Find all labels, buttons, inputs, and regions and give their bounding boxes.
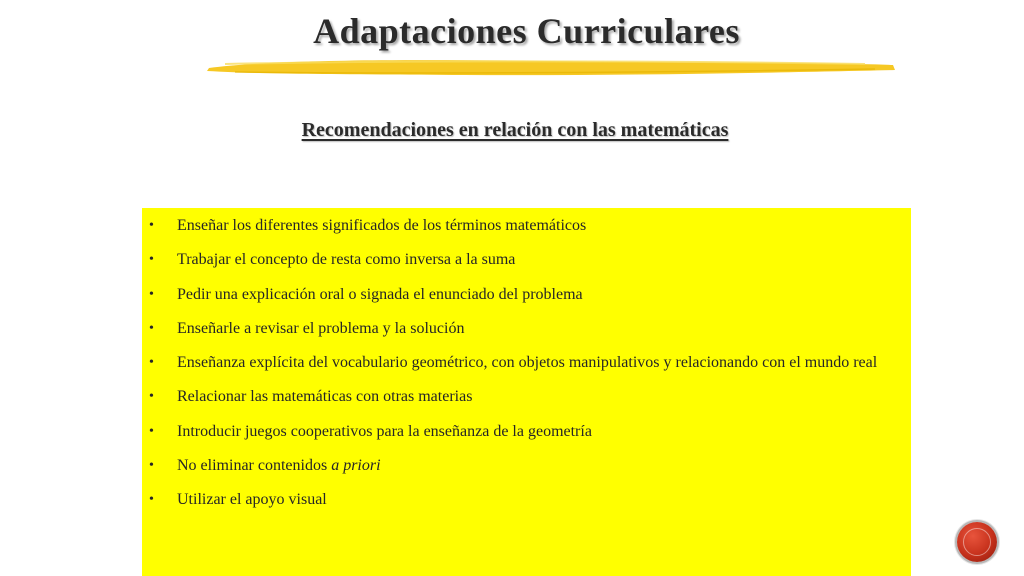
bullet-icon: • [149,286,154,302]
list-item-text: No eliminar contenidos [177,457,332,475]
list-item [146,214,901,237]
list-item [146,317,901,340]
bullet-icon: • [149,423,154,439]
bullet-icon: • [149,252,154,268]
list-item-italic-text: a priori [331,457,381,475]
list-item [146,454,901,477]
bullet-icon: • [149,320,154,336]
list-item [146,283,901,306]
list-item-text: Enseñar los diferentes significados de los términos matemáticos [177,217,587,234]
bullet-icon: • [149,492,154,508]
slide-subtitle: Recomendaciones en relación con las matemáticas [301,119,729,141]
logo-inner-ring [963,528,991,556]
list-item [146,248,901,271]
list-item-text: Enseñarle a revisar el problema y la solución [177,319,465,337]
bullet-icon: • [149,355,154,371]
list-item-text: Relacionar las matemáticas con otras materias [177,388,473,406]
bullet-icon: • [149,389,154,405]
list-item-text: Trabajar el concepto de resta como inversa a la suma [177,251,516,269]
list-item [146,385,901,408]
title-brush-underline [205,56,897,80]
red-circle-logo-icon [957,522,997,562]
bullet-icon: • [149,458,154,474]
list-item-text: Introducir juegos cooperativos para la enseñanza de la geometría [177,422,592,440]
recommendations-list [146,214,901,511]
list-item-text: Enseñanza explícita del vocabulario geométrico, con objetos manipulativos y relacionando con el mundo real [177,354,878,372]
list-item-text: Utilizar el apoyo visual [177,491,327,509]
list-item [146,488,901,511]
list-item-text: Pedir una explicación oral o signada el enunciado del problema [177,285,583,303]
bullet-icon: • [149,218,154,233]
list-item [146,351,901,374]
list-item [146,420,901,443]
recommendations-box [142,208,911,576]
slide-title: Adaptaciones Curriculares [313,11,740,51]
